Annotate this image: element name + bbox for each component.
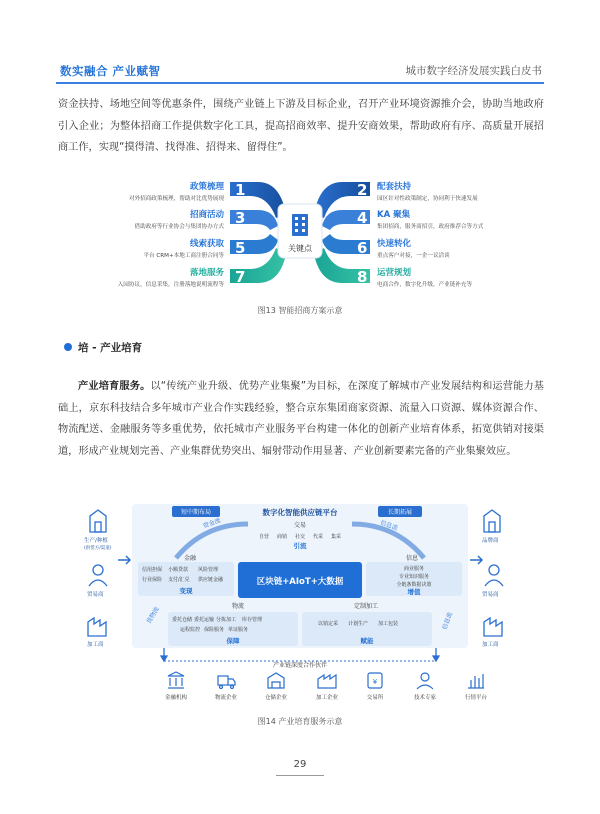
factory-icon xyxy=(318,675,336,688)
right-role-2: 贸易商 xyxy=(482,592,499,598)
deep-label: 产业链深度合作伙伴 xyxy=(272,662,328,669)
truck-icon xyxy=(218,676,235,689)
left-role-2: 贸易商 xyxy=(87,592,104,598)
section-title: 培 - 产业培育 xyxy=(78,342,143,354)
title-1: 政策梳理 xyxy=(189,182,224,192)
num-2: 2 xyxy=(357,181,368,199)
platform-title: 数字化智能供应链平台 xyxy=(262,508,338,517)
figure-13-caption: 图13 智能招商方案示意 xyxy=(257,306,343,315)
logistics-item-3: 分拣加工 xyxy=(216,617,237,623)
info-item-1: 商业服务 xyxy=(403,566,425,572)
partner-5: 交易所 xyxy=(366,695,384,701)
goods-flow-label: 货物流 xyxy=(145,605,161,625)
right-roles xyxy=(482,510,503,648)
building-icon xyxy=(292,214,308,236)
section-bullet-icon xyxy=(64,343,72,351)
num-5: 5 xyxy=(235,239,246,257)
right-role-3: 加工商 xyxy=(482,642,499,648)
finance-item-3: 风险管理 xyxy=(198,567,219,573)
finance-item-2: 小额贷款 xyxy=(168,567,189,573)
custom-item-3: 加工包装 xyxy=(378,621,399,627)
logistics-item-5: 运程监控 xyxy=(180,627,201,633)
partner-6: 技术专家 xyxy=(413,695,437,701)
processor-icon-left xyxy=(88,618,106,636)
info-flow-label: 信息流 xyxy=(441,611,455,631)
left-role-1: 生产/种植 xyxy=(84,538,108,544)
desc-5: 平台 CRM+本地工商注册合同等 xyxy=(143,253,224,259)
producer-icon xyxy=(90,510,106,532)
bank-icon xyxy=(168,672,184,688)
custom-items xyxy=(318,620,398,627)
partner-labels xyxy=(165,693,488,701)
info-item-2: 专业知识服务 xyxy=(398,574,430,580)
trader-icon-left xyxy=(89,565,107,586)
finance-sub-label: 变现 xyxy=(179,587,193,595)
page-number: 29 xyxy=(293,759,307,770)
finance-item-6: 供应链金融 xyxy=(198,577,224,583)
header-divider xyxy=(56,82,544,84)
info-flow-top-label: 信息流 xyxy=(379,519,399,533)
num-4: 4 xyxy=(357,209,368,227)
figure-14-caption: 图14 产业培育服务示意 xyxy=(257,717,343,726)
trader-icon-right xyxy=(485,565,503,586)
paragraph-intro: 资金扶持、场地空间等优惠条件，围绕产业链上下游及目标企业，召开产业环境资源推介会，协助当地政府引入企业；为整体招商工作提供数字化工具，提高招商效率、提升安商效果，帮助政府有序、高质量开展招商工作，实现“摸得清、找得准、招得来、留得住”。 xyxy=(58,99,544,153)
trade-sub-label: 引流 xyxy=(293,542,307,550)
desc-8: 电商合作，数字化升级，产业链补充等 xyxy=(377,282,473,288)
header-right-title: 城市数字经济发展实践白皮书 xyxy=(405,65,542,77)
partner-7: 行情平台 xyxy=(464,695,488,701)
title-6: 快速转化 xyxy=(377,239,412,249)
expert-icon xyxy=(417,673,433,689)
center-label: 关键点 xyxy=(288,244,312,253)
trade-tag-3: 社交 xyxy=(294,534,306,540)
num-6: 6 xyxy=(357,239,368,257)
logistics-title: 物流 xyxy=(232,603,245,610)
short-term-label: 短中期布局 xyxy=(180,509,212,516)
trade-tag-1: 自营 xyxy=(258,534,270,540)
warehouse-icon xyxy=(268,673,284,688)
custom-sub-label: 赋能 xyxy=(360,637,374,645)
desc-6: 重点客户对接，一企一议洽谈 xyxy=(377,253,450,259)
right-role-1: 品牌商 xyxy=(482,538,499,544)
paragraph-industry-cultivation xyxy=(58,376,544,484)
logistics-item-7: 单证服务 xyxy=(228,627,249,633)
core-label: 区块链+AIoT+大数据 xyxy=(256,577,344,587)
right-arrow xyxy=(470,556,482,564)
capital-flow-label: 资金流 xyxy=(202,517,222,530)
logistics-sub-label: 保障 xyxy=(226,637,240,645)
num-8: 8 xyxy=(357,268,368,286)
left-role-1b: (供货方/渠道) xyxy=(84,546,112,551)
info-sub-label: 增值 xyxy=(407,588,421,596)
figure-13-diagram xyxy=(80,174,520,299)
left-roles xyxy=(84,508,114,648)
num-7: 7 xyxy=(235,268,246,286)
partner-2: 物流企业 xyxy=(214,695,238,701)
figure-14-diagram xyxy=(84,504,516,708)
chart-icon xyxy=(468,674,484,688)
title-7: 落地服务 xyxy=(189,268,224,278)
paragraph-lead: 产业培育服务。 xyxy=(78,381,151,392)
trade-label: 交易 xyxy=(293,522,307,529)
left-arrow xyxy=(118,556,130,564)
logistics-item-4: 库存管理 xyxy=(242,617,263,623)
desc-3: 借助政府等行业协会与集团协办方式 xyxy=(134,224,224,230)
finance-title: 金融 xyxy=(184,555,197,562)
long-term-label: 长期拓展 xyxy=(387,509,413,516)
desc-4: 集团招商，服务商招引，政府推荐合等方式 xyxy=(377,224,484,230)
down-arrows xyxy=(161,648,439,661)
left-role-3: 加工商 xyxy=(87,642,104,648)
title-5: 线索获取 xyxy=(189,239,224,249)
title-3: 招商活动 xyxy=(189,210,224,220)
partner-1: 金融机构 xyxy=(164,695,188,701)
partner-3: 仓储企业 xyxy=(264,695,288,701)
title-2: 配套扶持 xyxy=(377,182,412,192)
title-4: KA 聚集 xyxy=(377,210,411,220)
title-8: 运营规划 xyxy=(377,268,412,278)
num-1: 1 xyxy=(235,181,246,199)
num-3: 3 xyxy=(235,209,246,227)
logistics-item-1: 委托仓储 xyxy=(172,617,193,623)
custom-title: 定制加工 xyxy=(354,603,379,610)
finance-item-1: 信用担保 xyxy=(142,567,163,573)
trade-tag-4: 代采 xyxy=(312,534,324,540)
logistics-item-6: 保险服务 xyxy=(204,627,225,633)
info-item-3: 全链条数据决策 xyxy=(396,582,432,588)
info-title: 信息 xyxy=(406,555,419,562)
header-left-title: 数实融合 产业赋智 xyxy=(60,64,161,78)
desc-7: 入园协议，信息采集，注册落地说明流程等 xyxy=(117,282,224,288)
custom-item-1: 以销定采 xyxy=(318,621,339,627)
finance-item-4: 行业保险 xyxy=(142,577,163,583)
svg-text:¥: ¥ xyxy=(372,678,378,686)
brand-icon xyxy=(484,510,500,532)
processor-icon-right xyxy=(484,618,502,636)
partner-icons xyxy=(168,672,484,689)
logistics-item-2: 委托运输 xyxy=(194,617,215,623)
desc-1: 对外招商政策梳理，帮助对比优势展现 xyxy=(128,196,224,202)
custom-item-2: 计划生产 xyxy=(348,621,369,627)
trade-tag-2: 商销 xyxy=(276,534,288,540)
trade-tag-5: 集采 xyxy=(330,534,342,540)
desc-2: 园区针对性政策制定，协同利于快速发展 xyxy=(377,196,478,202)
page-number-underline xyxy=(276,775,324,776)
paragraph-body: 以“传统产业升级、优势产业集聚”为目标，在深度了解城市产业发展结构和运营能力基础上，京东科技结合多年城市产业合作实践经验，整合京东集团商家资源、流量入口资源、媒体资源合作、物流配送、金融服务等多重优势，依托城市产业服务平台构建一体化的创新产业培育体系，拓宽供销对接渠道，形成产业规划完善、产业集群优势突出、辐射带动作用显著、产业创新要素完备的产业集聚效应。 xyxy=(58,381,544,457)
partner-4: 加工企业 xyxy=(315,695,339,701)
finance-item-5: 支付/汇兑 xyxy=(168,577,190,583)
exchange-icon xyxy=(368,673,382,688)
